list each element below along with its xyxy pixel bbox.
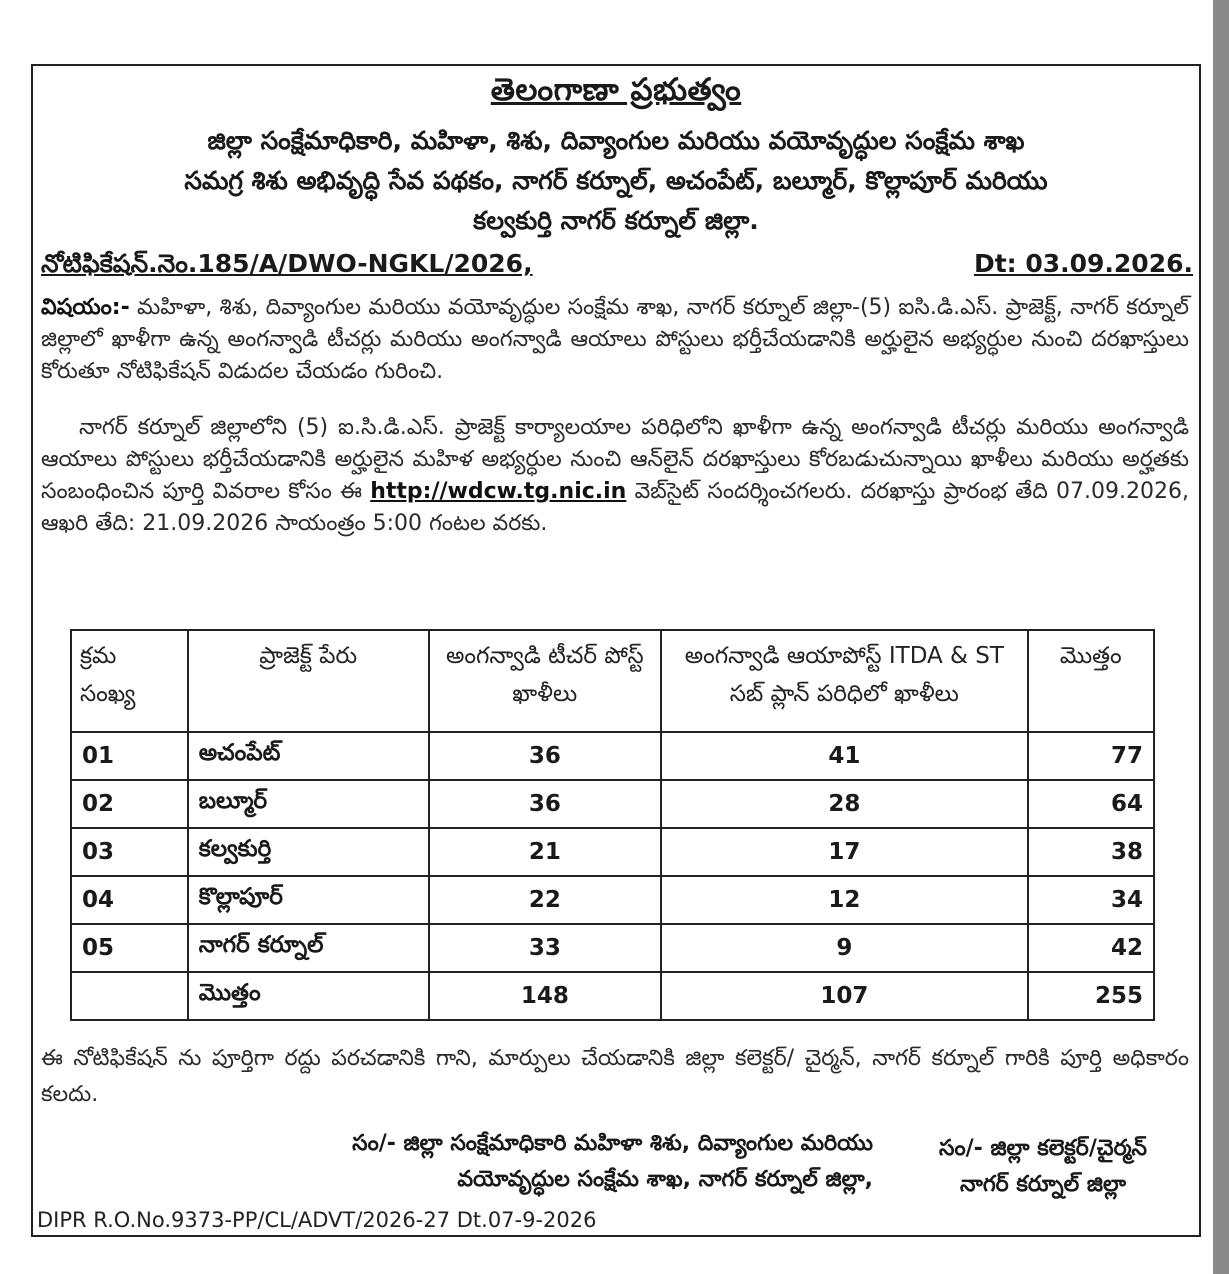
project-name-cell: అచంపేట్ xyxy=(188,732,429,780)
serial-number-cell: 02 xyxy=(71,780,188,828)
footnote-paragraph: ఈ నోటిఫికేషన్ ను పూర్తిగా రద్దు పరచడానికి గాని, మార్పులు చేయడానికి జిల్లా కలెక్టర్/ చైర్మన్, నాగర్ కర్నూల్ గారికి పూర్తి అధికారం కలదు. xyxy=(41,1046,1189,1107)
teacher-count-cell: 36 xyxy=(429,780,662,828)
dipr-release-number: DIPR R.O.No.9373-PP/CL/ADVT/2026-27 Dt.07-9-2026 xyxy=(37,1208,597,1232)
header-serial-number: క్రమ సంఖ్య xyxy=(71,630,188,732)
serial-number-cell xyxy=(71,972,188,1020)
signature-line: సం/- జిల్లా సంక్షేమాధికారి మహిళా శిశు, దివ్యాంగుల మరియు xyxy=(352,1131,873,1156)
helper-count-cell: 9 xyxy=(661,924,1027,972)
department-heading xyxy=(73,121,1159,241)
body-text-after-link: వెబ్‌సైట్ సందర్శించగలరు. దరఖాస్తు ప్రారంభ తేది 07.09.2026, ఆఖరి తేది: 21.09.2026 సాయంత్రం 5:00 గంటల వరకు. xyxy=(41,479,1189,536)
helper-count-cell: 17 xyxy=(661,828,1027,876)
scan-edge-strip xyxy=(1213,0,1229,1274)
signature-collector xyxy=(883,1131,1203,1203)
department-line: కల్వకుర్తి నాగర్ కర్నూల్ జిల్లా. xyxy=(473,206,759,235)
project-name-cell: బల్మూర్ xyxy=(188,780,429,828)
subject-paragraph xyxy=(41,292,1189,388)
total-count-cell: 64 xyxy=(1028,780,1154,828)
body-paragraph xyxy=(41,412,1189,540)
header-total: మొత్తం xyxy=(1028,630,1154,732)
table-row xyxy=(71,780,1154,828)
serial-number-cell: 03 xyxy=(71,828,188,876)
table-row xyxy=(71,876,1154,924)
helper-count-cell: 41 xyxy=(661,732,1027,780)
department-line: సమగ్ర శిశు అభివృద్ధి సేవ పథకం, నాగర్ కర్నూల్, అచంపేట్, బల్మూర్, కొల్లాపూర్ మరియు xyxy=(184,166,1048,195)
total-count-cell: 34 xyxy=(1028,876,1154,924)
body-text-before-link: నాగర్ కర్నూల్ జిల్లాలోని (5) ఐ.సి.డి.ఎస్. ప్రాజెక్ట్ కార్యాలయాల పరిధిలోని ఖాళీగా ఉన్న అంగన్వాడి టీచర్లు మరియు అంగన్వాడి ఆయాలు పోస్టులు భర్తీచేయడానికి అర్హులైన మహిళ అభ్యర్ధుల నుంచి ఆన్‌లైన్ దరఖాస్తులు కోరబడుచున్నాయి ఖాళీలు మరియు అర్హతకు సంబంధించిన పూర్తి వివరాల కోసం ఈ xyxy=(41,415,1189,504)
grand-total-label: మొత్తం xyxy=(188,972,429,1020)
teacher-count-cell: 36 xyxy=(429,732,662,780)
notification-number: నోటిఫికేషన్.నెం.185/A/DWO-NGKL/2026, xyxy=(41,249,533,278)
vacancy-table xyxy=(70,629,1155,1021)
teacher-count-cell: 21 xyxy=(429,828,662,876)
header-project-name: ప్రాజెక్ట్ పేరు xyxy=(188,630,429,732)
government-title: తెలంగాణా ప్రభుత్వం xyxy=(490,72,742,108)
serial-number-cell: 05 xyxy=(71,924,188,972)
notification-date: Dt: 03.09.2026. xyxy=(973,249,1193,278)
signature-line: సం/- జిల్లా కలెక్టర్/చైర్మన్ xyxy=(939,1136,1147,1161)
teacher-count-cell: 33 xyxy=(429,924,662,972)
teacher-count-cell: 22 xyxy=(429,876,662,924)
table-total-row xyxy=(71,972,1154,1020)
helper-count-cell: 12 xyxy=(661,876,1027,924)
project-name-cell: నాగర్ కర్నూల్ xyxy=(188,924,429,972)
project-name-cell: కల్వకుర్తి xyxy=(188,828,429,876)
header-helper-vacancies: అంగన్వాడి ఆయాపోస్ట్ ITDA & ST సబ్ ప్లాన్ పరిధిలో ఖాళీలు xyxy=(661,630,1027,732)
total-count-cell: 38 xyxy=(1028,828,1154,876)
total-count-cell: 42 xyxy=(1028,924,1154,972)
table-row xyxy=(71,924,1154,972)
table-row xyxy=(71,732,1154,780)
signature-line: నాగర్ కర్నూల్ జిల్లా xyxy=(959,1172,1127,1197)
reference-line xyxy=(41,249,1193,283)
website-link[interactable]: http://wdcw.tg.nic.in xyxy=(370,479,627,504)
teacher-total-cell: 148 xyxy=(429,972,662,1020)
notification-box xyxy=(31,64,1201,1237)
serial-number-cell: 04 xyxy=(71,876,188,924)
table-row xyxy=(71,828,1154,876)
serial-number-cell: 01 xyxy=(71,732,188,780)
total-count-cell: 77 xyxy=(1028,732,1154,780)
subject-text: మహిళా, శిశు, దివ్యాంగుల మరియు వయోవృద్ధుల సంక్షేమ శాఖ, నాగర్ కర్నూల్ జిల్లా-(5) ఐసి.డి.ఎస్. ప్రాజెక్ట్, నాగర్ కర్నూల్ జిల్లాలో ఖాళీగా ఉన్న అంగన్వాడి టీచర్లు మరియు అంగన్వాడి ఆయాలు పోస్టులు భర్తీచేయడానికి అర్హులైన అభ్యర్ధుల నుంచి దరఖాస్తులు కోరుతూ నోటిఫికేషన్ విడుదల చేయడం గురించి. xyxy=(41,295,1189,384)
project-name-cell: కొల్లాపూర్ xyxy=(188,876,429,924)
helper-count-cell: 28 xyxy=(661,780,1027,828)
signature-line: వయోవృద్ధుల సంక్షేమ శాఖ, నాగర్ కర్నూల్ జిల్లా, xyxy=(457,1167,873,1192)
table-header-row xyxy=(71,630,1154,732)
signature-welfare-officer xyxy=(73,1126,873,1198)
helper-total-cell: 107 xyxy=(661,972,1027,1020)
header-teacher-vacancies: అంగన్వాడి టీచర్ పోస్ట్ ఖాళీలు xyxy=(429,630,662,732)
department-line: జిల్లా సంక్షేమాధికారి, మహిళా, శిశు, దివ్యాంగుల మరియు వయోవృద్ధుల సంక్షేమ శాఖ xyxy=(207,126,1025,155)
subject-label: విషయం:- xyxy=(41,295,130,320)
grand-total-cell: 255 xyxy=(1028,972,1154,1020)
